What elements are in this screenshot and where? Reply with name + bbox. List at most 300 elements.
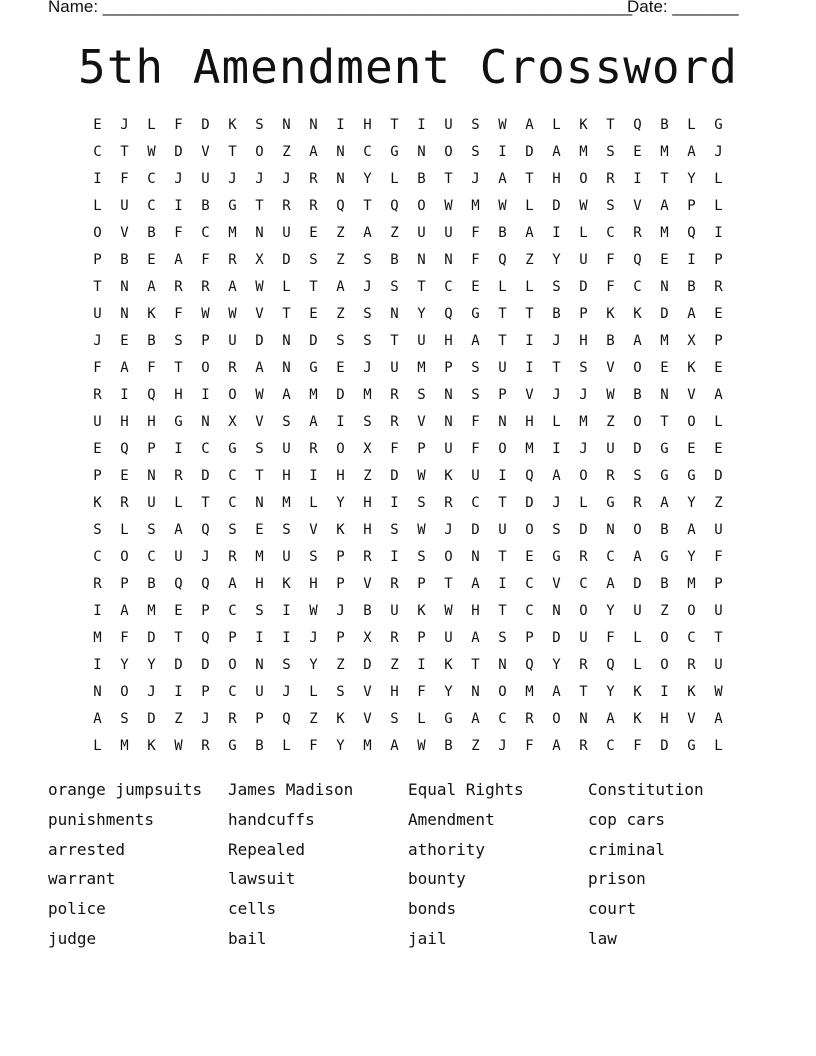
grid-letter: H	[363, 495, 372, 511]
grid-letter: Q	[687, 225, 696, 241]
word-list-item: Amendment	[408, 809, 495, 829]
grid-letter: A	[363, 225, 372, 241]
grid-letter: N	[309, 117, 318, 133]
grid-letter: M	[309, 387, 318, 403]
grid-letter: S	[606, 144, 615, 160]
grid-letter: I	[552, 225, 561, 241]
grid-letter: F	[606, 630, 615, 646]
grid-letter: F	[471, 441, 480, 457]
grid-letter: Y	[147, 657, 156, 673]
grid-letter: D	[201, 117, 210, 133]
grid-letter: S	[417, 387, 426, 403]
grid-letter: F	[174, 117, 183, 133]
grid-letter: Y	[552, 657, 561, 673]
grid-letter: G	[714, 117, 723, 133]
grid-letter: D	[552, 198, 561, 214]
grid-letter: U	[147, 495, 156, 511]
grid-letter: N	[444, 414, 453, 430]
grid-letter: Y	[687, 549, 696, 565]
grid-letter: I	[498, 144, 507, 160]
grid-letter: L	[579, 225, 588, 241]
grid-letter: F	[93, 360, 102, 376]
grid-letter: Z	[471, 738, 480, 754]
grid-letter: A	[471, 711, 480, 727]
grid-letter: I	[390, 495, 399, 511]
grid-letter: S	[282, 657, 291, 673]
grid-letter: B	[390, 252, 399, 268]
grid-letter: F	[390, 441, 399, 457]
grid-letter: I	[282, 630, 291, 646]
grid-letter: Z	[336, 252, 345, 268]
word-list-item: police	[48, 899, 106, 919]
grid-letter: R	[633, 495, 642, 511]
grid-letter: D	[390, 468, 399, 484]
grid-letter: Y	[606, 684, 615, 700]
grid-letter: O	[579, 468, 588, 484]
grid-letter: V	[309, 522, 318, 538]
grid-letter: D	[579, 279, 588, 295]
grid-letter: A	[471, 333, 480, 349]
grid-letter: I	[255, 630, 264, 646]
grid-letter: S	[390, 279, 399, 295]
grid-letter: V	[255, 414, 264, 430]
grid-letter: E	[93, 441, 102, 457]
grid-letter: S	[633, 468, 642, 484]
grid-letter: R	[579, 738, 588, 754]
grid-letter: L	[282, 279, 291, 295]
grid-letter: C	[687, 630, 696, 646]
grid-letter: T	[228, 144, 237, 160]
grid-letter: U	[417, 333, 426, 349]
word-list-item: cells	[228, 899, 277, 919]
grid-letter: H	[390, 684, 399, 700]
grid-letter: V	[417, 414, 426, 430]
grid-letter: M	[255, 549, 264, 565]
grid-letter: O	[201, 360, 210, 376]
grid-letter: S	[255, 441, 264, 457]
grid-letter: C	[525, 603, 534, 619]
grid-letter: G	[228, 738, 237, 754]
grid-letter: R	[606, 468, 615, 484]
grid-letter: Z	[309, 711, 318, 727]
grid-letter: P	[201, 684, 210, 700]
grid-letter: O	[444, 549, 453, 565]
grid-letter: T	[120, 144, 129, 160]
grid-letter: J	[363, 279, 372, 295]
grid-letter: H	[660, 711, 669, 727]
grid-letter: P	[714, 333, 723, 349]
grid-letter: J	[93, 333, 102, 349]
grid-letter: Q	[201, 522, 210, 538]
grid-letter: N	[93, 684, 102, 700]
grid-letter: R	[309, 171, 318, 187]
grid-letter: R	[525, 711, 534, 727]
grid-letter: E	[471, 279, 480, 295]
grid-letter: R	[201, 279, 210, 295]
word-list-item: court	[588, 899, 637, 919]
grid-letter: Q	[201, 576, 210, 592]
grid-letter: I	[498, 576, 507, 592]
grid-letter: O	[633, 522, 642, 538]
grid-letter: A	[687, 144, 696, 160]
grid-letter: N	[282, 117, 291, 133]
grid-letter: Q	[525, 657, 534, 673]
grid-letter: O	[93, 225, 102, 241]
grid-letter: T	[660, 171, 669, 187]
grid-letter: N	[552, 603, 561, 619]
date-field-label: Date: _______	[627, 0, 739, 16]
grid-letter: O	[633, 360, 642, 376]
grid-letter: M	[417, 360, 426, 376]
grid-letter: T	[552, 360, 561, 376]
grid-letter: P	[687, 198, 696, 214]
grid-letter: T	[282, 306, 291, 322]
grid-letter: U	[390, 360, 399, 376]
grid-letter: Y	[444, 684, 453, 700]
grid-letter: I	[120, 387, 129, 403]
grid-letter: D	[336, 387, 345, 403]
grid-letter: U	[579, 630, 588, 646]
grid-letter: E	[336, 360, 345, 376]
grid-letter: H	[579, 333, 588, 349]
grid-letter: M	[525, 441, 534, 457]
grid-letter: O	[579, 171, 588, 187]
grid-letter: Z	[336, 306, 345, 322]
grid-letter: P	[255, 711, 264, 727]
grid-letter: T	[363, 198, 372, 214]
grid-letter: H	[147, 414, 156, 430]
grid-letter: U	[390, 603, 399, 619]
grid-letter: U	[606, 441, 615, 457]
grid-letter: W	[417, 522, 426, 538]
grid-letter: D	[525, 495, 534, 511]
grid-letter: H	[282, 468, 291, 484]
grid-letter: S	[120, 711, 129, 727]
grid-letter: T	[498, 549, 507, 565]
grid-letter: Q	[444, 306, 453, 322]
grid-letter: D	[309, 333, 318, 349]
grid-letter: J	[363, 360, 372, 376]
word-list-item: Repealed	[228, 839, 306, 859]
grid-letter: N	[498, 657, 507, 673]
grid-letter: R	[444, 495, 453, 511]
grid-letter: U	[444, 225, 453, 241]
grid-letter: T	[498, 306, 507, 322]
grid-letter: N	[498, 414, 507, 430]
grid-letter: U	[633, 603, 642, 619]
grid-letter: Z	[660, 603, 669, 619]
grid-letter: U	[498, 522, 507, 538]
grid-letter: Z	[390, 657, 399, 673]
grid-letter: F	[633, 738, 642, 754]
grid-letter: A	[120, 360, 129, 376]
grid-letter: Q	[147, 387, 156, 403]
grid-letter: S	[390, 711, 399, 727]
grid-letter: J	[201, 549, 210, 565]
grid-letter: E	[120, 333, 129, 349]
grid-letter: R	[579, 549, 588, 565]
grid-letter: F	[174, 225, 183, 241]
grid-letter: L	[714, 414, 723, 430]
grid-letter: A	[714, 711, 723, 727]
grid-letter: T	[579, 684, 588, 700]
grid-letter: R	[228, 360, 237, 376]
grid-letter: E	[120, 468, 129, 484]
grid-letter: N	[390, 306, 399, 322]
grid-letter: K	[687, 360, 696, 376]
grid-letter: N	[336, 144, 345, 160]
grid-letter: A	[552, 468, 561, 484]
grid-letter: S	[282, 414, 291, 430]
grid-letter: J	[579, 387, 588, 403]
grid-letter: M	[660, 225, 669, 241]
grid-letter: F	[120, 630, 129, 646]
grid-letter: X	[687, 333, 696, 349]
grid-letter: E	[660, 252, 669, 268]
word-list-item: punishments	[48, 809, 154, 829]
grid-letter: Q	[120, 441, 129, 457]
grid-letter: A	[309, 144, 318, 160]
grid-letter: D	[552, 630, 561, 646]
grid-letter: R	[714, 279, 723, 295]
grid-letter: B	[633, 387, 642, 403]
word-list	[48, 778, 768, 957]
grid-letter: C	[228, 468, 237, 484]
grid-letter: R	[228, 549, 237, 565]
grid-letter: E	[714, 306, 723, 322]
grid-letter: M	[660, 333, 669, 349]
grid-letter: K	[633, 306, 642, 322]
grid-letter: W	[714, 684, 723, 700]
grid-letter: A	[714, 387, 723, 403]
word-list-item: Equal Rights	[408, 780, 524, 799]
grid-letter: V	[201, 144, 210, 160]
grid-letter: J	[552, 333, 561, 349]
grid-letter: Z	[282, 144, 291, 160]
grid-letter: A	[633, 549, 642, 565]
grid-letter: T	[525, 306, 534, 322]
grid-letter: T	[255, 468, 264, 484]
grid-letter: B	[255, 738, 264, 754]
grid-letter: H	[255, 576, 264, 592]
grid-letter: Y	[336, 495, 345, 511]
grid-letter: K	[633, 684, 642, 700]
grid-letter: U	[714, 522, 723, 538]
grid-letter: D	[201, 657, 210, 673]
grid-letter: S	[309, 549, 318, 565]
grid-letter: L	[579, 495, 588, 511]
grid-letter: J	[498, 738, 507, 754]
grid-letter: Q	[201, 630, 210, 646]
word-list-item: James Madison	[228, 780, 354, 799]
grid-letter: M	[93, 630, 102, 646]
grid-letter: I	[390, 549, 399, 565]
grid-letter: G	[660, 468, 669, 484]
grid-letter: T	[390, 333, 399, 349]
grid-letter: W	[417, 468, 426, 484]
header	[48, 0, 748, 21]
grid-letter: A	[147, 279, 156, 295]
name-field-label: Name: ________________________________________________________	[48, 0, 633, 16]
grid-letter: T	[714, 630, 723, 646]
grid-letter: A	[228, 279, 237, 295]
grid-letter: Q	[633, 117, 642, 133]
grid-letter: D	[579, 522, 588, 538]
grid-letter: E	[633, 144, 642, 160]
grid-letter: B	[147, 576, 156, 592]
grid-letter: E	[714, 441, 723, 457]
grid-letter: I	[417, 117, 426, 133]
grid-letter: U	[417, 225, 426, 241]
grid-letter: P	[579, 306, 588, 322]
grid-letter: H	[363, 522, 372, 538]
grid-letter: B	[660, 117, 669, 133]
grid-letter: M	[282, 495, 291, 511]
grid-letter: N	[444, 252, 453, 268]
grid-letter: L	[93, 738, 102, 754]
grid-letter: T	[498, 495, 507, 511]
grid-letter: V	[633, 198, 642, 214]
grid-letter: G	[660, 549, 669, 565]
grid-letter: U	[579, 252, 588, 268]
grid-letter: J	[255, 171, 264, 187]
grid-letter: H	[174, 387, 183, 403]
grid-letter: A	[309, 414, 318, 430]
grid-letter: I	[201, 387, 210, 403]
grid-letter: K	[633, 711, 642, 727]
grid-letter: A	[552, 684, 561, 700]
grid-letter: L	[687, 117, 696, 133]
grid-letter: R	[309, 441, 318, 457]
grid-letter: L	[525, 279, 534, 295]
grid-letter: J	[309, 630, 318, 646]
grid-letter: C	[363, 144, 372, 160]
grid-letter: P	[120, 576, 129, 592]
word-list-item: cop cars	[588, 809, 666, 829]
grid-letter: J	[714, 144, 723, 160]
grid-letter: A	[660, 495, 669, 511]
grid-letter: U	[471, 468, 480, 484]
grid-letter: J	[147, 684, 156, 700]
letter-grid	[84, 112, 732, 760]
grid-letter: M	[579, 144, 588, 160]
grid-letter: I	[552, 441, 561, 457]
grid-letter: E	[309, 306, 318, 322]
grid-letter: T	[93, 279, 102, 295]
grid-letter: Y	[309, 657, 318, 673]
grid-letter: U	[444, 630, 453, 646]
grid-letter: B	[147, 333, 156, 349]
grid-letter: C	[228, 684, 237, 700]
grid-letter: C	[606, 738, 615, 754]
grid-letter: F	[147, 360, 156, 376]
grid-letter: F	[606, 252, 615, 268]
grid-letter: U	[120, 198, 129, 214]
grid-letter: R	[633, 225, 642, 241]
grid-letter: C	[93, 144, 102, 160]
grid-letter: F	[471, 252, 480, 268]
grid-letter: Y	[417, 306, 426, 322]
grid-letter: M	[687, 576, 696, 592]
grid-letter: S	[255, 117, 264, 133]
grid-letter: R	[390, 387, 399, 403]
grid-letter: L	[417, 711, 426, 727]
grid-letter: S	[471, 117, 480, 133]
grid-letter: H	[309, 576, 318, 592]
grid-letter: B	[363, 603, 372, 619]
grid-letter: W	[255, 279, 264, 295]
grid-letter: Y	[336, 738, 345, 754]
grid-letter: F	[120, 171, 129, 187]
grid-letter: K	[336, 522, 345, 538]
grid-letter: L	[714, 171, 723, 187]
grid-letter: T	[174, 360, 183, 376]
grid-letter: B	[417, 171, 426, 187]
grid-letter: Q	[336, 198, 345, 214]
grid-letter: S	[471, 144, 480, 160]
grid-letter: D	[174, 144, 183, 160]
grid-letter: A	[174, 252, 183, 268]
grid-letter: O	[687, 414, 696, 430]
grid-letter: I	[93, 603, 102, 619]
grid-letter: C	[201, 225, 210, 241]
grid-letter: R	[174, 468, 183, 484]
grid-letter: M	[579, 414, 588, 430]
grid-letter: O	[660, 630, 669, 646]
grid-letter: T	[444, 576, 453, 592]
grid-letter: G	[660, 441, 669, 457]
grid-letter: R	[309, 198, 318, 214]
grid-letter: A	[471, 576, 480, 592]
grid-letter: E	[714, 360, 723, 376]
grid-letter: U	[444, 441, 453, 457]
grid-letter: W	[147, 144, 156, 160]
grid-letter: U	[255, 684, 264, 700]
grid-letter: S	[93, 522, 102, 538]
grid-letter: T	[444, 171, 453, 187]
grid-letter: A	[525, 225, 534, 241]
grid-letter: G	[309, 360, 318, 376]
grid-letter: D	[255, 333, 264, 349]
grid-letter: A	[633, 333, 642, 349]
grid-letter: M	[363, 387, 372, 403]
grid-letter: J	[174, 171, 183, 187]
grid-letter: T	[471, 657, 480, 673]
grid-letter: W	[228, 306, 237, 322]
word-list-item: handcuffs	[228, 809, 315, 829]
grid-letter: U	[498, 360, 507, 376]
grid-letter: T	[498, 333, 507, 349]
grid-letter: L	[390, 171, 399, 187]
grid-letter: E	[525, 549, 534, 565]
grid-letter: P	[498, 387, 507, 403]
grid-letter: C	[147, 549, 156, 565]
grid-letter: A	[390, 738, 399, 754]
grid-letter: D	[660, 738, 669, 754]
grid-letter: U	[714, 657, 723, 673]
grid-letter: F	[471, 225, 480, 241]
grid-letter: U	[714, 603, 723, 619]
grid-letter: W	[498, 198, 507, 214]
grid-letter: J	[120, 117, 129, 133]
grid-letter: A	[282, 387, 291, 403]
grid-letter: G	[552, 549, 561, 565]
grid-letter: M	[660, 144, 669, 160]
grid-letter: C	[471, 495, 480, 511]
grid-letter: G	[687, 738, 696, 754]
grid-letter: H	[120, 414, 129, 430]
grid-letter: O	[336, 441, 345, 457]
